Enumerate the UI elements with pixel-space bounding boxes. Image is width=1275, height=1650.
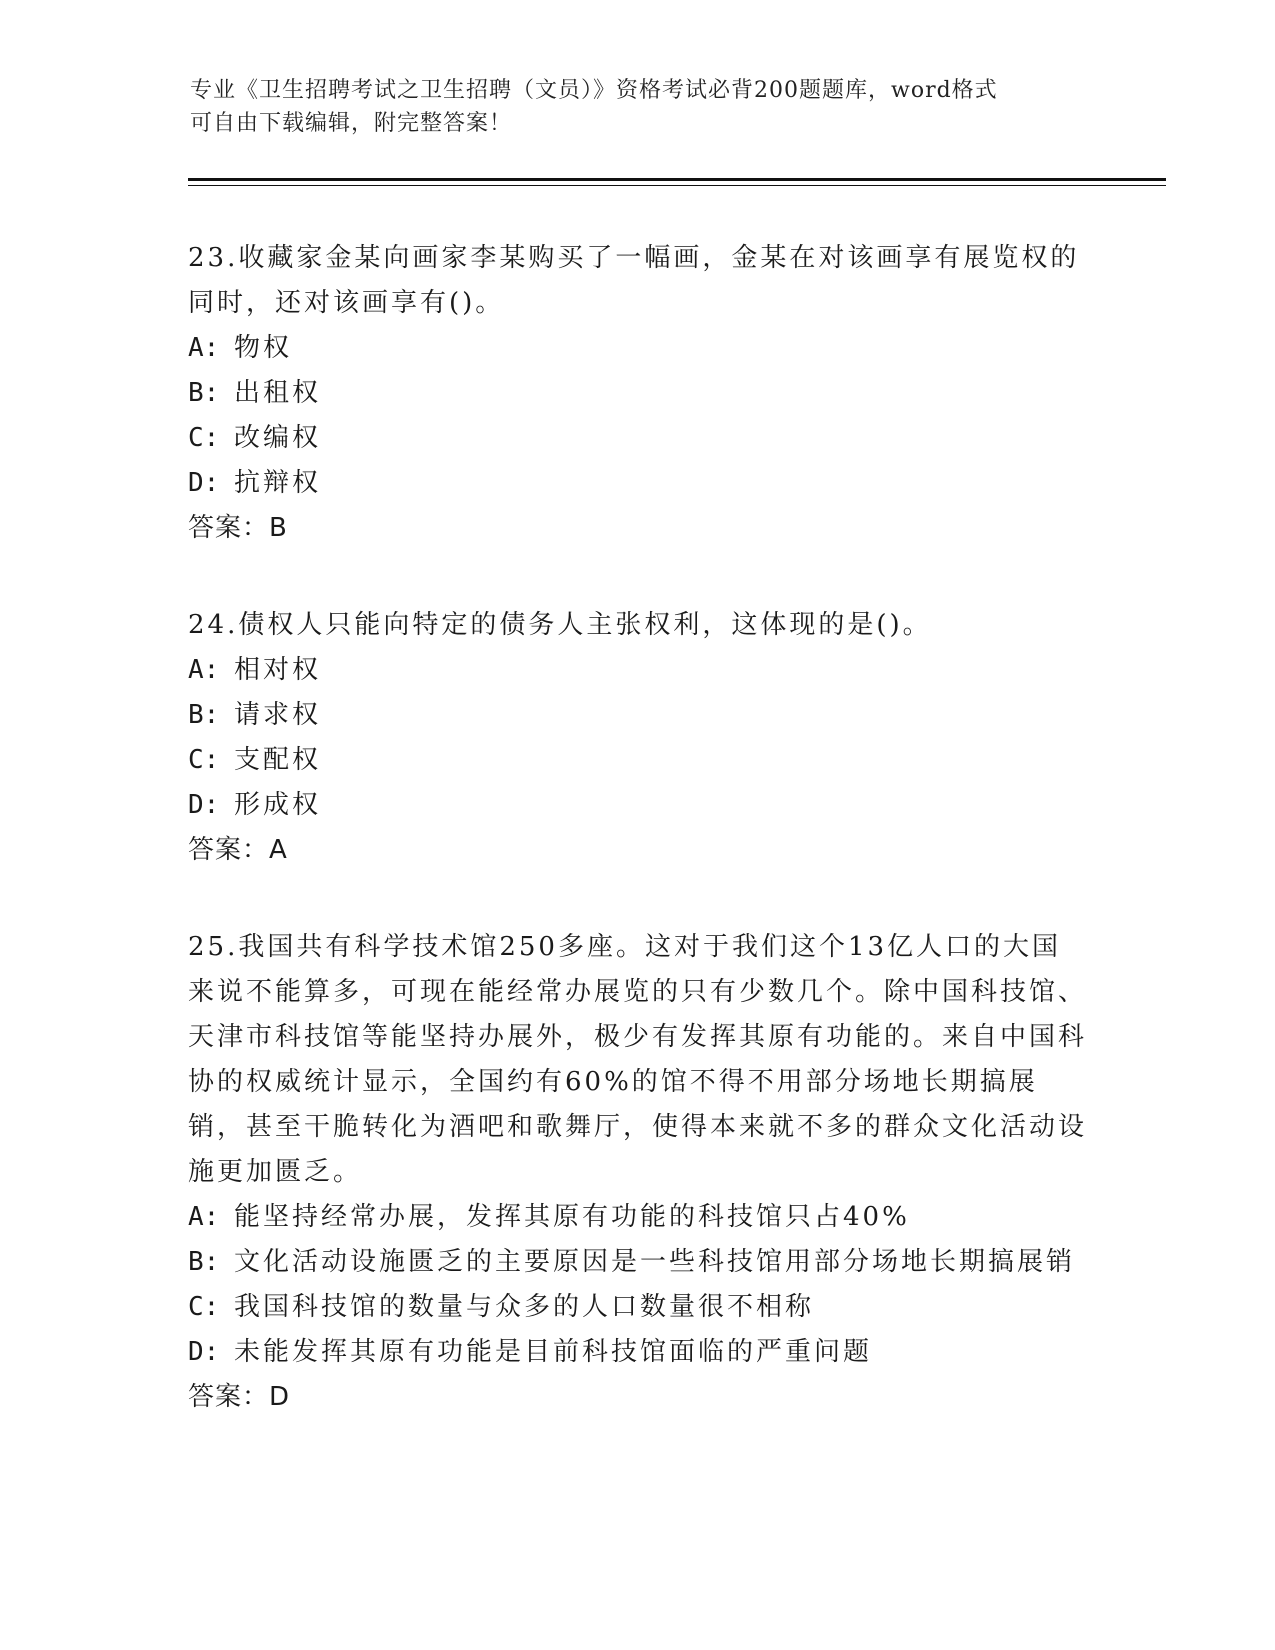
question-25	[188, 925, 1088, 1420]
option-c	[188, 416, 1088, 461]
question-text: 24.债权人只能向特定的债务人主张权利，这体现的是()。	[188, 610, 932, 640]
option-text: 能坚持经常办展，发挥其原有功能的科技馆只占40%	[234, 1202, 910, 1232]
option-a	[188, 326, 1088, 371]
option-text: 改编权	[234, 423, 322, 453]
option-text: 物权	[234, 333, 293, 363]
option-letter: A:	[188, 333, 220, 363]
answer-line: 答案：A	[188, 835, 288, 865]
option-a	[188, 648, 1088, 693]
option-d	[188, 1330, 1088, 1375]
option-letter: B:	[188, 378, 220, 408]
header-divider-thick	[188, 178, 1166, 181]
option-text: 我国科技馆的数量与众多的人口数量很不相称	[234, 1292, 815, 1322]
header-line-2: 可自由下载编辑，附完整答案！	[190, 111, 513, 136]
option-b	[188, 1240, 1088, 1285]
option-text: 未能发挥其原有功能是目前科技馆面临的严重问题	[234, 1337, 873, 1367]
option-letter: D:	[188, 1337, 220, 1367]
option-letter: A:	[188, 655, 220, 685]
option-letter: B:	[188, 1247, 220, 1277]
option-b	[188, 371, 1088, 416]
option-text: 文化活动设施匮乏的主要原因是一些科技馆用部分场地长期搞展销	[234, 1247, 1076, 1277]
option-letter: B:	[188, 700, 220, 730]
option-letter: D:	[188, 790, 220, 820]
option-text: 支配权	[234, 745, 322, 775]
option-c	[188, 1285, 1088, 1330]
option-letter: D:	[188, 468, 220, 498]
option-d	[188, 783, 1088, 828]
option-d	[188, 461, 1088, 506]
option-text: 相对权	[234, 655, 322, 685]
answer-line: 答案：D	[188, 1382, 291, 1412]
option-text: 出租权	[234, 378, 322, 408]
option-letter: C:	[188, 1292, 220, 1322]
option-letter: C:	[188, 423, 220, 453]
option-text: 抗辩权	[234, 468, 322, 498]
option-a	[188, 1195, 1088, 1240]
answer-line: 答案：B	[188, 513, 288, 543]
question-23	[188, 236, 1088, 551]
option-letter: C:	[188, 745, 220, 775]
document-header	[190, 74, 1090, 140]
header-line-1: 专业《卫生招聘考试之卫生招聘（文员）》资格考试必背200题题库，word格式	[190, 78, 998, 103]
header-divider-thin	[188, 185, 1166, 186]
option-letter: A:	[188, 1202, 220, 1232]
question-24	[188, 603, 1088, 873]
question-text: 25.我国共有科学技术馆250多座。这对于我们这个13亿人口的大国来说不能算多，可现在能经常办展览的只有少数几个。除中国科技馆、天津市科技馆等能坚持办展外，极少有发挥其原有功能的。来自中国科协的权威统计显示，全国约有60%的馆不得不用部分场地长期搞展销，甚至干脆转化为酒吧和歌舞厅，使得本来就不多的群众文化活动设施更加匮乏。	[188, 932, 1088, 1187]
option-b	[188, 693, 1088, 738]
question-text: 23.收藏家金某向画家李某购买了一幅画，金某在对该画享有展览权的同时，还对该画享有()。	[188, 243, 1080, 318]
option-c	[188, 738, 1088, 783]
option-text: 形成权	[234, 790, 322, 820]
option-text: 请求权	[234, 700, 322, 730]
